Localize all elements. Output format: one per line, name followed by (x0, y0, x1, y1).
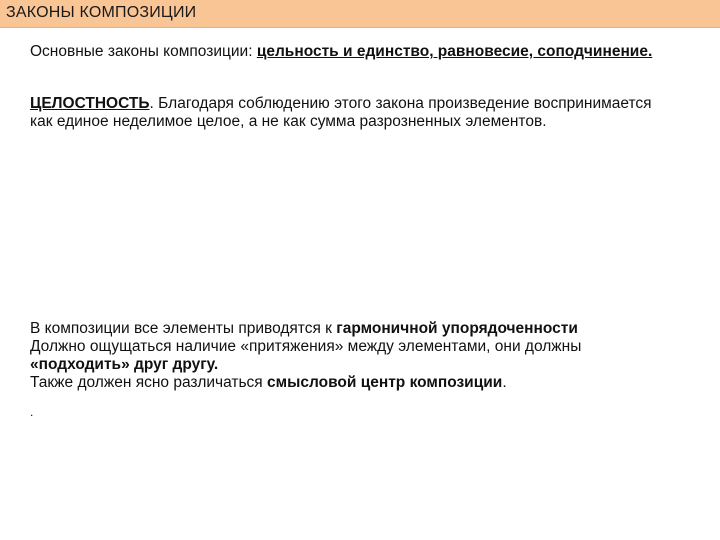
harmony-line1-bold: гармоничной упорядоченности (336, 320, 578, 337)
composition-center: смысловой центр композиции (267, 374, 503, 391)
harmony-line3-prefix: Также должен ясно различаться (30, 374, 268, 391)
integrity-term: ЦЕЛОСТНОСТЬ (30, 95, 150, 112)
integrity-text: . Благодаря соблюдению этого закона произведение воспринимается как единое неделимое целое, а не как сумма разрозненных элементов. (30, 95, 652, 130)
harmony-line2: Должно ощущаться наличие «притяжения» между элементами, они должны (30, 338, 582, 355)
intro-paragraph (30, 43, 670, 61)
trailing-dot: . (30, 405, 34, 419)
harmony-line3-suffix: . (502, 374, 507, 391)
title-bar (0, 0, 720, 28)
laws-list: цельность и единство, равновесие, соподчинение. (256, 43, 653, 60)
harmony-line2-bold: «подходить» друг другу. (30, 356, 219, 373)
slide-title: ЗАКОНЫ КОМПОЗИЦИИ (6, 4, 197, 21)
harmony-paragraph (30, 320, 670, 392)
intro-prefix: Основные законы композиции: (30, 43, 253, 60)
integrity-paragraph (30, 95, 670, 131)
harmony-line1-prefix: В композиции все элементы приводятся к (30, 320, 337, 337)
